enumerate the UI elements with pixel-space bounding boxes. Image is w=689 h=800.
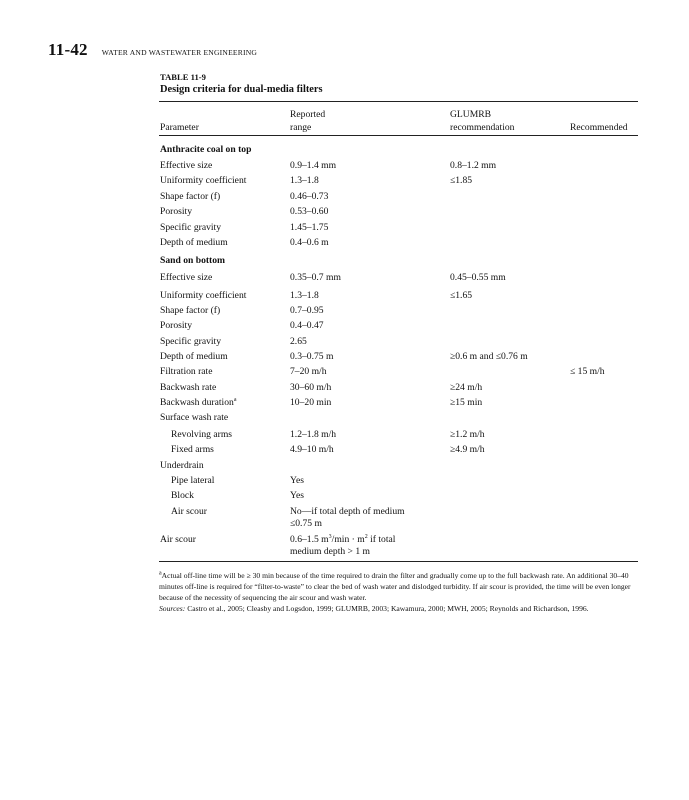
running-head: WATER AND WASTEWATER ENGINEERING	[101, 48, 258, 57]
table-label: TABLE 11-9	[160, 72, 206, 82]
page-header	[48, 40, 257, 60]
footnote: $^a$Actual off-line time will be ≥ 30 min because of the time required to drain the filter and gradually come up to the full backwash rate. An additional 30–40 minutes off-line is required for “filter-to-waste” to clear the bed of wash water and dislodged turbidity. If air scour is provided, the time will be even longer because of the necessity of sequencing the air scour and wash water.	[159, 570, 631, 602]
column-header-range: Reported range	[290, 109, 326, 133]
table-top-rule	[159, 101, 638, 102]
column-header-recommended: Recommended	[570, 122, 628, 133]
column-header-glumrb: GLUMRB recommendation	[450, 109, 515, 133]
column-header-parameter: Parameter	[160, 122, 199, 133]
table-header-rule	[159, 135, 638, 136]
page-number: 11-42	[48, 40, 88, 59]
table-bottom-rule	[159, 561, 638, 562]
sources: Sources: Castro et al., 2005; Cleasby and Logsdon, 1999; GLUMRB, 2003; Kawamura, 2000; MWH, 2005; Reynolds and Richardson, 1996.	[159, 604, 589, 613]
table-notes	[159, 570, 639, 614]
table-title: Design criteria for dual-media filters	[160, 84, 323, 95]
footnote-marker: a	[233, 396, 237, 403]
